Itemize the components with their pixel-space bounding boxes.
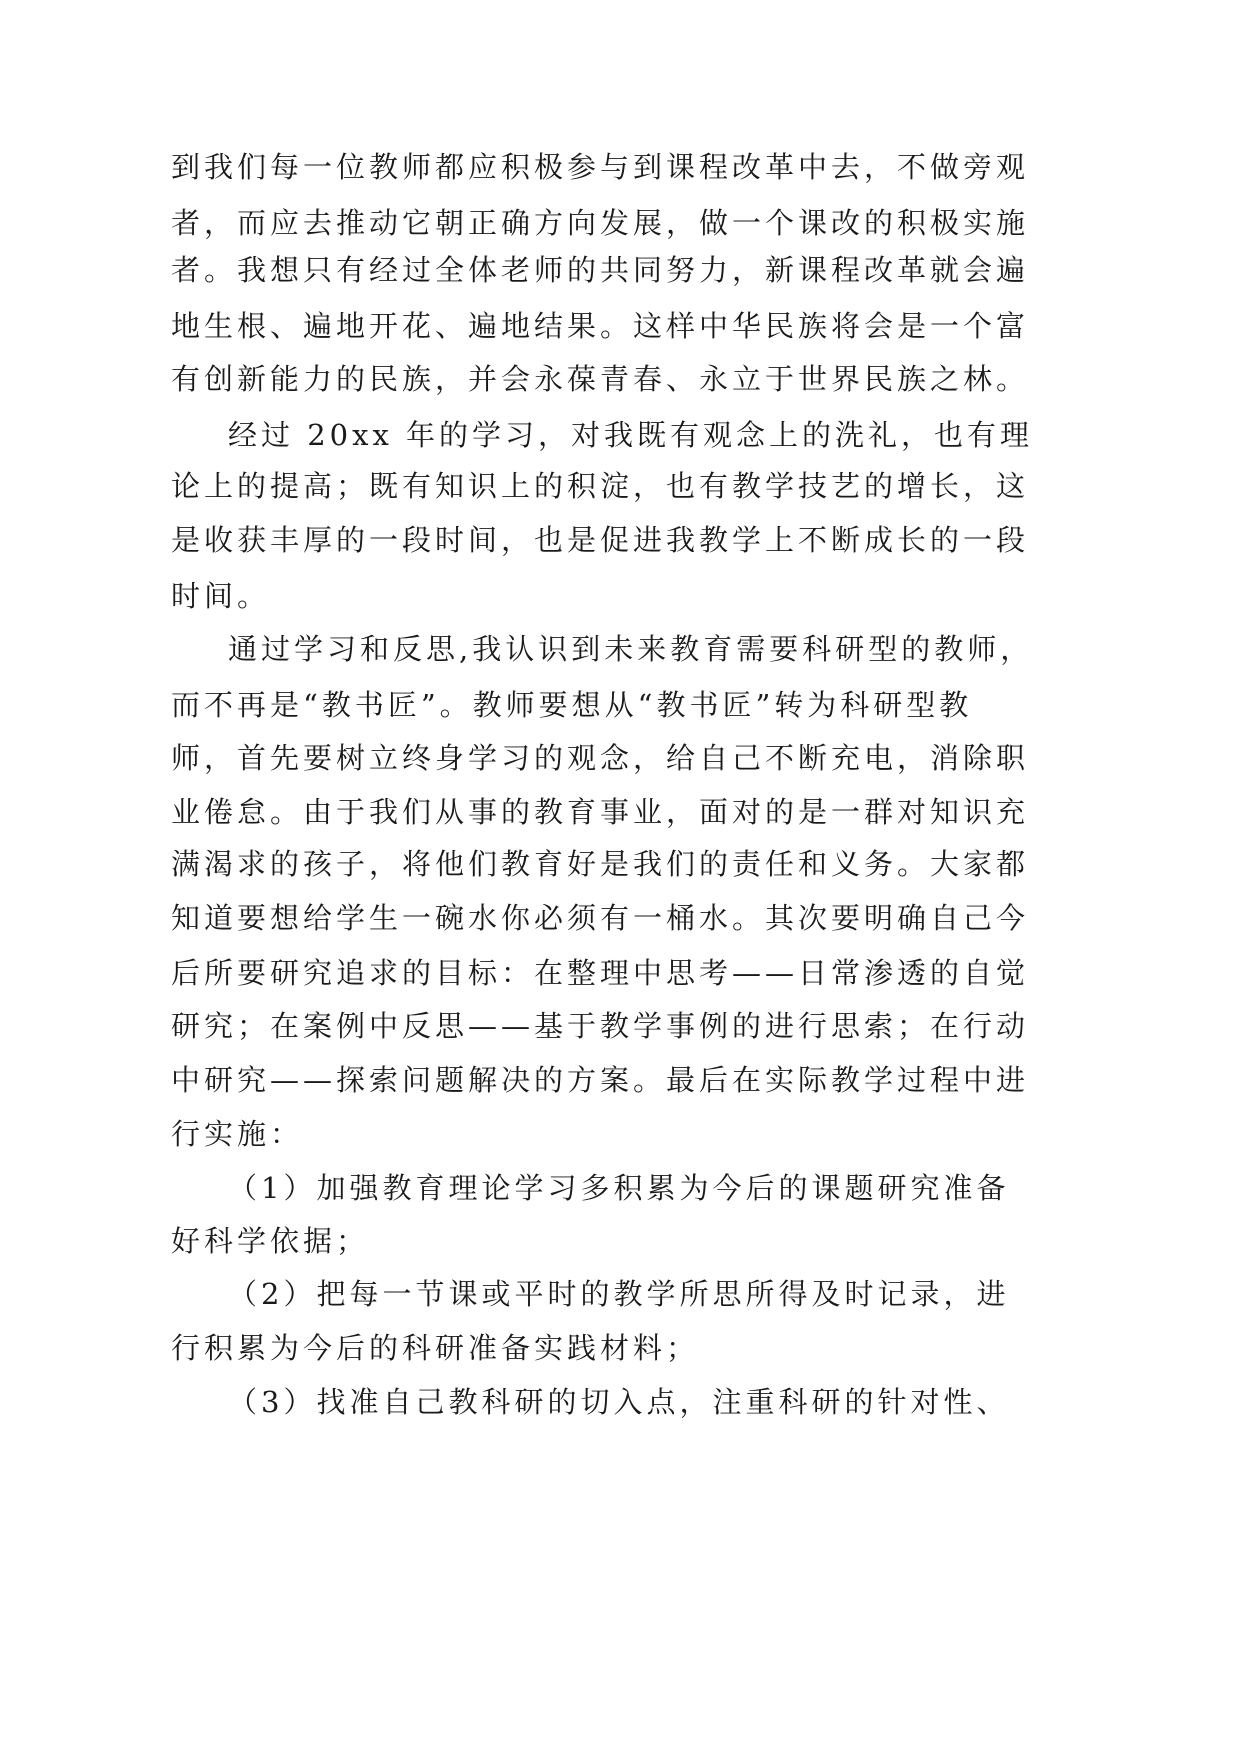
text-line-23: 行积累为今后的科研准备实践材料； xyxy=(171,1331,700,1365)
text-line-12: 师，首先要树立终身学习的观念，给自己不断充电，消除职 xyxy=(171,741,1030,775)
text-line-11: 而不再是“教书匠”。教师要想从“教书匠”转为科研型教 xyxy=(171,688,973,722)
text-line-19: 行实施： xyxy=(171,1117,304,1151)
text-line-17: 研究；在案例中反思——基于教学事例的进行思索；在行动 xyxy=(171,1009,1030,1043)
text-line-18: 中研究——探索问题解决的方案。最后在实际教学过程中进 xyxy=(171,1063,1030,1097)
text-line-1: 到我们每一位教师都应积极参与到课程改革中去，不做旁观 xyxy=(171,150,1030,184)
text-line-10: 通过学习和反思,我认识到未来教育需要科研型的教师， xyxy=(228,632,1034,666)
text-line-22: （2）把每一节课或平时的教学所思所得及时记录，进 xyxy=(228,1277,1010,1311)
text-line-16: 后所要研究追求的目标：在整理中思考——日常渗透的自觉 xyxy=(171,956,1030,990)
text-line-5: 有创新能力的民族，并会永葆青春、永立于世界民族之林。 xyxy=(171,362,1030,396)
text-line-20: （1）加强教育理论学习多积累为今后的课题研究准备 xyxy=(228,1171,1010,1205)
text-line-8: 是收获丰厚的一段时间，也是促进我教学上不断成长的一段 xyxy=(171,523,1030,557)
text-line-2: 者，而应去推动它朝正确方向发展，做一个课改的积极实施 xyxy=(171,206,1030,240)
text-line-15: 知道要想给学生一碗水你必须有一桶水。其次要明确自己今 xyxy=(171,901,1030,935)
text-line-6: 经过 20xx 年的学习，对我既有观念上的洗礼，也有理 xyxy=(228,418,1034,452)
text-line-14: 满渴求的孩子，将他们教育好是我们的责任和义务。大家都 xyxy=(171,847,1030,881)
text-line-4: 地生根、遍地开花、遍地结果。这样中华民族将会是一个富 xyxy=(171,309,1030,343)
text-line-3: 者。我想只有经过全体老师的共同努力，新课程改革就会遍 xyxy=(171,253,1030,287)
text-line-9: 时间。 xyxy=(171,579,271,613)
text-line-24: （3）找准自己教科研的切入点，注重科研的针对性、 xyxy=(228,1385,1010,1419)
text-line-21: 好科学依据； xyxy=(171,1224,370,1258)
text-line-13: 业倦怠。由于我们从事的教育事业，面对的是一群对知识充 xyxy=(171,795,1030,829)
text-line-7: 论上的提高；既有知识上的积淀，也有教学技艺的增长，这 xyxy=(171,469,1030,503)
